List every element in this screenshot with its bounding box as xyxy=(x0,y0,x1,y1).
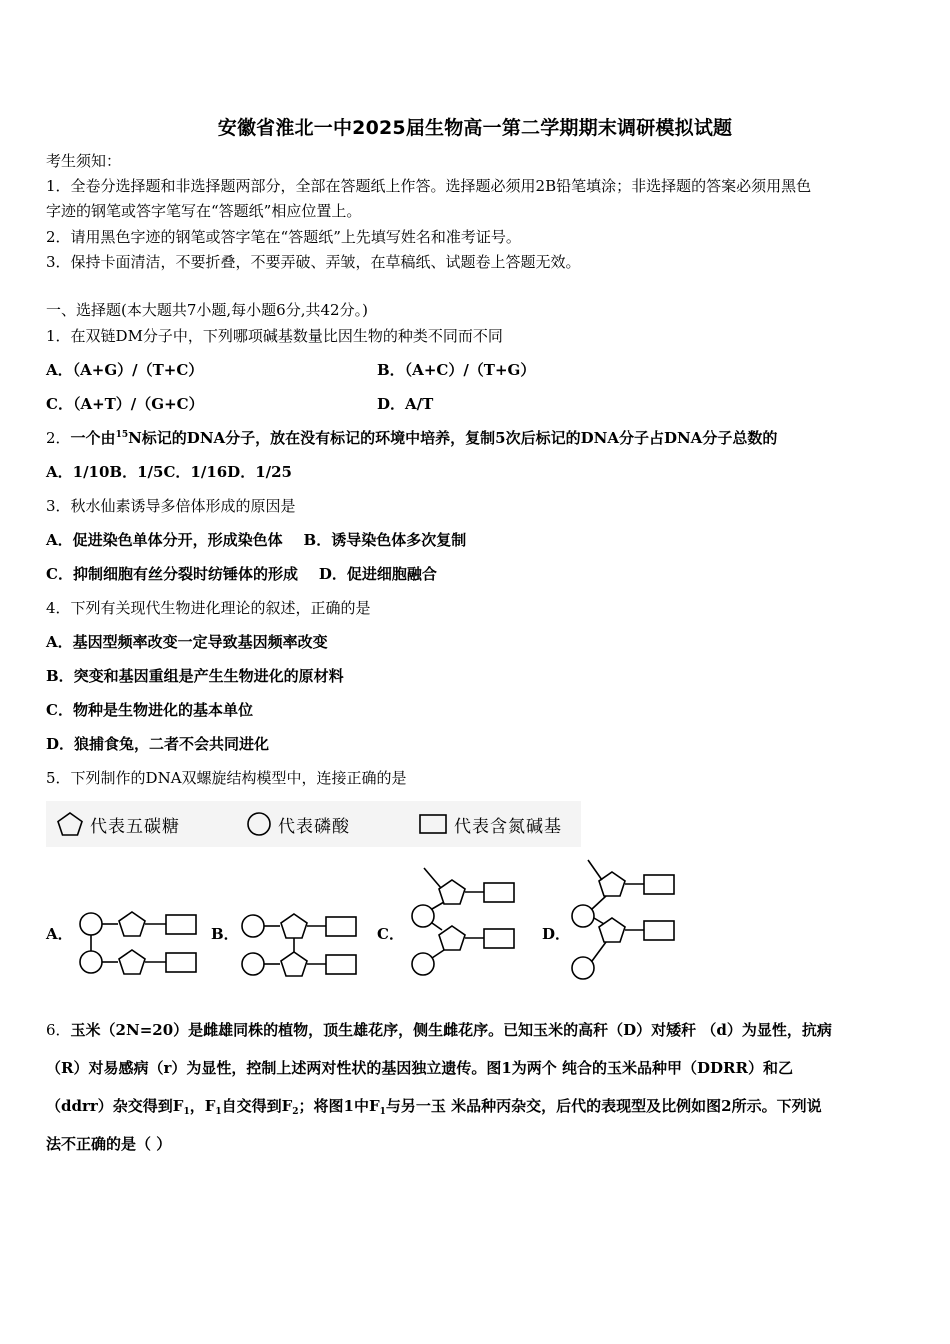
diagram-label-b: B． xyxy=(211,925,239,943)
option-d: D．A/T xyxy=(377,395,434,413)
option-c: C．物种是生物进化的基本单位 xyxy=(46,701,253,719)
question-text: ，F xyxy=(189,1097,216,1115)
question-text: （ddrr）杂交得到F xyxy=(46,1097,184,1115)
q3-options-row-2: C．抑制细胞有丝分裂时纺锤体的形成 D．促进细胞融合 xyxy=(46,565,437,583)
legend-label: 代表含氮碱基 xyxy=(454,816,562,837)
dna-model-d xyxy=(566,858,680,982)
question-stem: 在双链DM分子中，下列哪项碱基数量比因生物的种类不同而不同 xyxy=(70,327,503,345)
question-stem: 下列有关现代生物进化理论的叙述，正确的是 xyxy=(70,599,371,617)
notice-item: 1．全卷分选择题和非选择题两部分，全部在答题纸上作答。选择题必须用2B铅笔填涂；非选择题的答案必须用黑色 xyxy=(46,177,812,195)
question-number: 2． xyxy=(46,429,71,447)
dna-model-b xyxy=(236,900,360,982)
question-6-line-4: 法不正确的是（ ） xyxy=(46,1135,172,1153)
question-number: 3． xyxy=(46,497,71,515)
dna-legend xyxy=(46,801,581,847)
legend-item-base xyxy=(418,811,562,837)
section-heading: 一、选择题(本大题共7小题,每小题6分,共42分。) xyxy=(46,301,368,319)
q3-options-row-1: A．促进染色单体分开，形成染色体 B．诱导染色体多次复制 xyxy=(46,531,467,549)
subscript: 2 xyxy=(292,1107,299,1117)
notice-item: 2．请用黑色字迹的钢笔或答字笔在“答题纸”上先填写姓名和准考证号。 xyxy=(46,228,521,246)
subscript: 1 xyxy=(183,1107,190,1117)
question-text: 自交得到F xyxy=(221,1097,293,1115)
legend-label: 代表五碳糖 xyxy=(90,816,180,837)
question-6-line-2: （R）对易感病（r）为显性，控制上述两对性状的基因独立遗传。图1为两个 纯合的玉米品种甲（DDRR）和乙 xyxy=(46,1059,793,1077)
legend-item-phosphate xyxy=(246,811,350,837)
circle-icon xyxy=(246,811,272,837)
question-number: 1． xyxy=(46,327,71,345)
question-stem: 秋水仙素诱导多倍体形成的原因是 xyxy=(70,497,296,515)
pentagon-icon xyxy=(56,811,84,837)
question-number: 4． xyxy=(46,599,71,617)
subscript: 1 xyxy=(379,1107,386,1117)
option-b: B．（A+C）/（T+G） xyxy=(377,361,536,379)
notice-item: 3．保持卡面清洁，不要折叠，不要弄破、弄皱，在草稿纸、试题卷上答题无效。 xyxy=(46,253,581,271)
question-stem-post: N标记的DNA分子，放在没有标记的环境中培养，复制5次后标记的DNA分子占DNA分子总数的 xyxy=(128,429,778,447)
question-stem: 下列制作的DNA双螺旋结构模型中，连接正确的是 xyxy=(70,769,407,787)
legend-item-sugar xyxy=(56,811,180,837)
diagram-label-a: A． xyxy=(46,925,73,943)
dna-model-c xyxy=(404,866,520,978)
notice-heading: 考生须知： xyxy=(46,152,122,170)
question-stem-pre: 一个由 xyxy=(70,429,116,447)
question-1 xyxy=(46,326,503,346)
rectangle-icon xyxy=(418,813,448,835)
question-6-line-1 xyxy=(46,1020,832,1040)
option-a: A．基因型频率改变一定导致基因频率改变 xyxy=(46,633,328,651)
page-title: 安徽省淮北一中2025届生物高一第二学期期末调研模拟试题 xyxy=(217,117,733,139)
question-text: 玉米（2N=20）是雌雄同株的植物，顶生雄花序，侧生雌花序。已知玉米的高秆（D）对矮秆 （d）为显性，抗病 xyxy=(70,1021,832,1039)
question-number: 5． xyxy=(46,769,71,787)
notice-item: 字迹的钢笔或答字笔写在“答题纸”相应位置上。 xyxy=(46,202,362,220)
subscript: 1 xyxy=(215,1107,222,1117)
q2-options: A．1/10B．1/5C．1/16D．1/25 xyxy=(46,463,292,481)
question-number: 6． xyxy=(46,1021,71,1039)
question-4 xyxy=(46,598,371,618)
diagram-label-c: C． xyxy=(377,925,404,943)
option-b: B．突变和基因重组是产生生物进化的原材料 xyxy=(46,667,344,685)
question-6-line-3 xyxy=(46,1096,822,1116)
option-d: D．狼捕食兔，二者不会共同进化 xyxy=(46,735,270,753)
question-text: 与另一玉 米品种丙杂交，后代的表现型及比例如图2所示。下列说 xyxy=(385,1097,822,1115)
dna-model-a xyxy=(74,900,200,980)
question-2 xyxy=(46,428,777,448)
question-text: ；将图1中F xyxy=(298,1097,380,1115)
diagram-label-d: D． xyxy=(542,925,571,943)
question-5 xyxy=(46,768,407,788)
isotope-superscript: 15 xyxy=(115,430,129,440)
option-c: C．（A+T）/（G+C） xyxy=(46,395,204,413)
option-a: A．（A+G）/（T+C） xyxy=(46,361,204,379)
legend-label: 代表磷酸 xyxy=(278,816,350,837)
question-3 xyxy=(46,496,296,516)
